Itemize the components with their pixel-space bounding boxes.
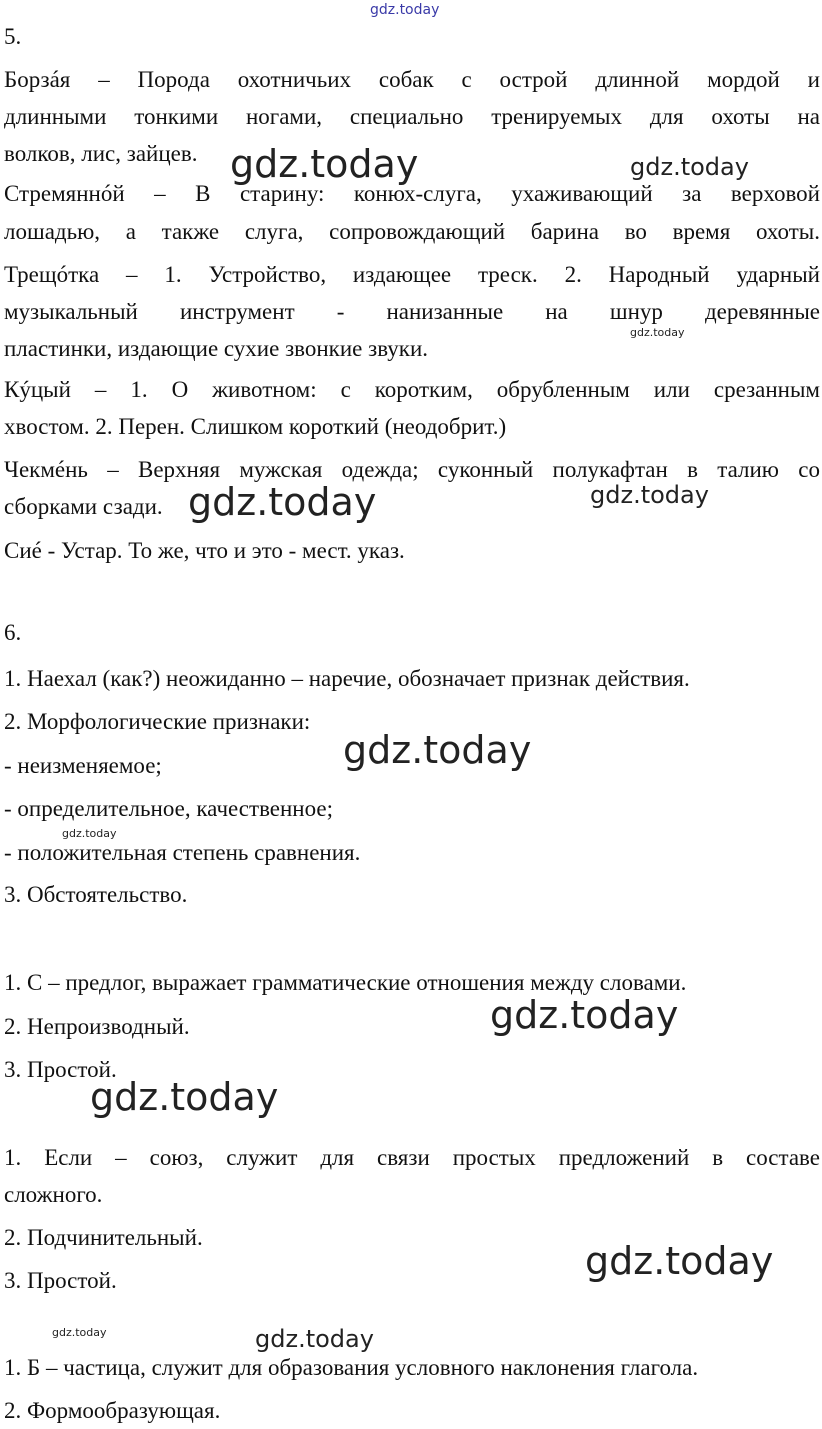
section-5-number: 5. [4,24,22,49]
text-line: 1. Б – частица, служит для образования условного наклонения глагола. [4,1355,699,1380]
text-line: хвостом. 2. Перен. Слишком короткий (неодобрит.) [4,414,507,439]
text-line: Кýцый – 1. О животном: с коротким, обрубленным или срезанным [4,377,820,402]
watermark: gdz.today [630,153,749,181]
watermark: gdz.today [188,480,377,524]
watermark: gdz.today [343,728,532,772]
text-line: 1. Если – союз, служит для связи простых предложений в составе [4,1145,820,1170]
text-line: 3. Простой. [4,1268,117,1293]
text-line: лошадью, а также слуга, сопровождающий барина во время охоты. [4,219,820,244]
text-line: волков, лис, зайцев. [4,141,198,166]
text-line: 1. С – предлог, выражает грамматические отношения между словами. [4,970,687,995]
text-line: Трещóтка – 1. Устройство, издающее треск. 2. Народный ударный [4,262,820,287]
watermark: gdz.today [90,1075,279,1119]
watermark: gdz.today [255,1325,374,1353]
text-line: 2. Формообразующая. [4,1398,221,1423]
watermark: gdz.today [370,2,440,18]
text-line: 1. Наехал (как?) неожиданно – наречие, обозначает признак действия. [4,666,690,691]
watermark: gdz.today [590,481,709,509]
text-line: Чекмéнь – Верхняя мужская одежда; суконный полукафтан в талию со [4,457,820,482]
text-line: пластинки, издающие сухие звонкие звуки. [4,336,429,361]
watermark: gdz.today [490,993,679,1037]
watermark: gdz.today [585,1239,774,1283]
text-line: 3. Обстоятельство. [4,882,188,907]
text-line: 2. Непроизводный. [4,1014,190,1039]
watermark: gdz.today [630,326,685,339]
watermark: gdz.today [52,1326,107,1339]
section-6-number: 6. [4,620,22,645]
watermark: gdz.today [230,142,419,186]
text-line: сложного. [4,1182,103,1207]
text-line: сборками сзади. [4,494,163,519]
text-line: - определительное, качественное; [4,796,333,821]
text-line: Стремяннóй – В старину: конюх-слуга, ухаживающий за верховой [4,181,820,206]
text-line: 2. Подчинительный. [4,1225,203,1250]
text-line: музыкальный инструмент - нанизанные на шнур деревянные [4,299,820,324]
text-line: 2. Морфологические признаки: [4,709,311,734]
text-line: Борзáя – Порода охотничьих собак с острой длинной мордой и [4,67,820,92]
text-line: Сиé - Устар. То же, что и это - мест. указ. [4,538,405,563]
watermark: gdz.today [62,827,117,840]
text-line: длинными тонкими ногами, специально тренируемых для охоты на [4,104,820,129]
text-line: 3. Простой. [4,1057,117,1082]
text-line: - положительная степень сравнения. [4,840,361,865]
text-line: - неизменяемое; [4,753,162,778]
